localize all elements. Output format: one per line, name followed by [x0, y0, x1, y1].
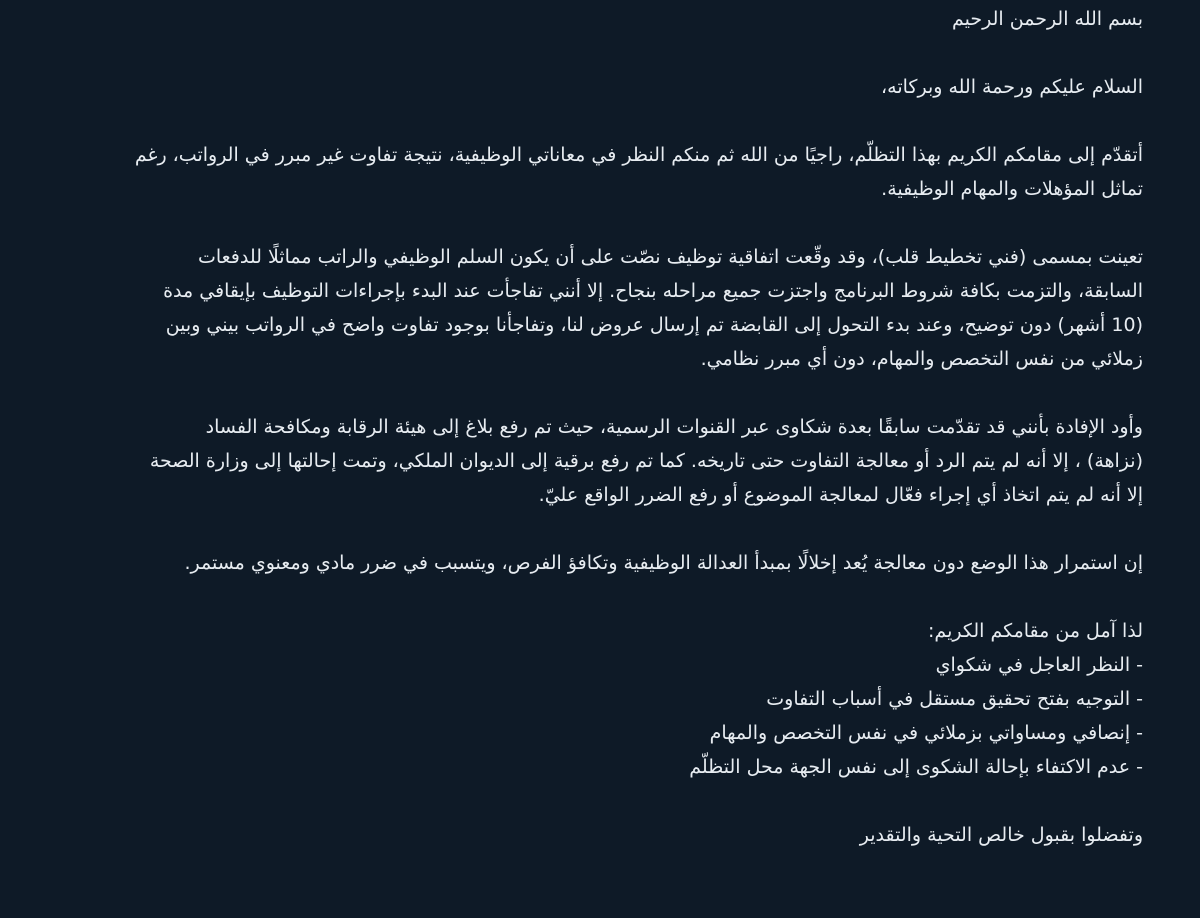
complaints-line: إلا أنه لم يتم اتخاذ أي إجراء فعّال لمعالجة الموضوع أو رفع الضرر الواقع عليّ.: [538, 484, 1143, 506]
complaints-paragraph: [143, 410, 1143, 512]
appointment-line: السابقة، والتزمت بكافة شروط البرنامج واجتزت جميع مراحله بنجاح. إلا أنني تفاجأت عند البدء بإجراءات التوظيف بإيقافي مدة: [163, 280, 1143, 302]
request-item: - عدم الاكتفاء بإحالة الشكوى إلى نفس الجهة محل التظلّم: [689, 756, 1143, 778]
appointment-paragraph: [143, 240, 1143, 376]
requests-list: [143, 648, 1143, 784]
greeting: السلام عليكم ورحمة الله وبركاته،: [881, 76, 1143, 98]
complaint-letter: [134, 0, 1143, 886]
basmala: بسم الله الرحمن الرحيم: [952, 8, 1143, 30]
closing-line: وتفضلوا بقبول خالص التحية والتقدير: [859, 824, 1143, 846]
intro-line: أتقدّم إلى مقامكم الكريم بهذا التظلّم، راجيًا من الله ثم منكم النظر في معاناتي الوظيفية، نتيجة تفاوت غير مبرر في الرواتب، رغم: [134, 144, 1143, 166]
intro-line: تماثل المؤهلات والمهام الوظيفية.: [881, 178, 1143, 200]
complaints-line: (نزاهة) ، إلا أنه لم يتم الرد أو معالجة التفاوت حتى تاريخه. كما تم رفع برقية إلى الديوان الملكي، وتمت إحالتها إلى وزارة الصحة: [149, 450, 1143, 472]
request-item: - التوجيه بفتح تحقيق مستقل في أسباب التفاوت: [766, 688, 1143, 710]
intro-paragraph: [134, 138, 1143, 206]
appointment-line: (10 أشهر) دون توضيح، وعند بدء التحول إلى القابضة تم إرسال عروض لنا، وتفاجأنا بوجود تفاوت واضح في الرواتب بيني وبين: [165, 314, 1143, 336]
request-item: - النظر العاجل في شكواي: [935, 654, 1143, 676]
complaints-line: وأود الإفادة بأنني قد تقدّمت سابقًا بعدة شكاوى عبر القنوات الرسمية، حيث تم رفع بلاغ إلى هيئة الرقابة ومكافحة الفساد: [205, 416, 1143, 438]
impact-paragraph: إن استمرار هذا الوضع دون معالجة يُعد إخلالًا بمبدأ العدالة الوظيفية وتكافؤ الفرص، ويتسبب في ضرر مادي ومعنوي مستمر.: [184, 552, 1143, 574]
requests-section: [143, 614, 1143, 784]
requests-heading: لذا آمل من مقامكم الكريم:: [928, 620, 1143, 642]
appointment-line: تعينت بمسمى (فني تخطيط قلب)، وقد وقّعت اتفاقية توظيف نصّت على أن يكون السلم الوظيفي والراتب مماثلًا للدفعات: [197, 246, 1143, 268]
request-item: - إنصافي ومساواتي بزملائي في نفس التخصص والمهام: [709, 722, 1143, 744]
appointment-line: زملائي من نفس التخصص والمهام، دون أي مبرر نظامي.: [700, 348, 1143, 370]
